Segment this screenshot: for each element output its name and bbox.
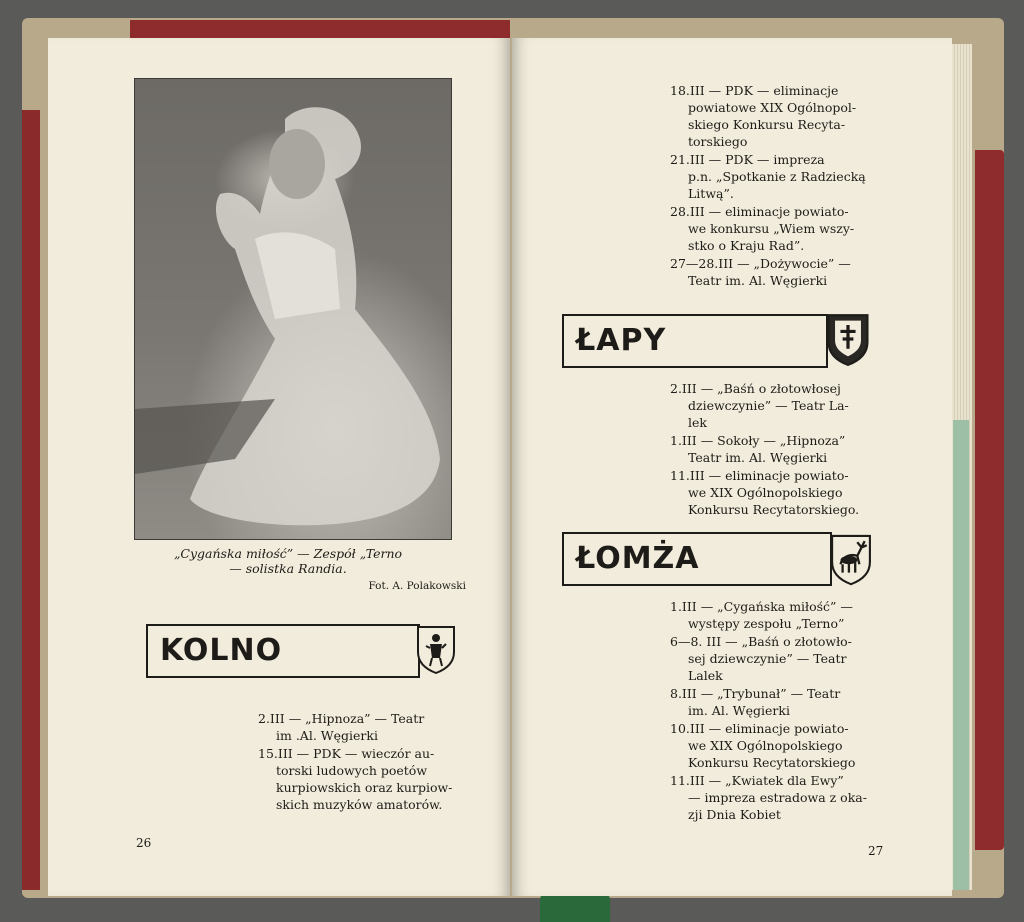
event-entry [670,720,882,771]
event-entry-line: Konkursu Recytatorskiego [688,755,856,770]
event-entry-line: 11.III — „Kwiatek dla Ewy” [670,773,844,788]
town-name: KOLNO [160,633,283,668]
event-entry-line: 1.III — „Cygańska miłość” — [670,599,853,614]
page-number-left: 26 [136,836,152,850]
event-entry-line: zji Dnia Kobiet [688,807,781,822]
photo-credit: Fot. A. Polakowski [368,580,466,592]
event-entry-line: Konkursu Recytatorskiego. [688,502,860,517]
event-entry-line: występy zespołu „Terno” [688,616,845,631]
town-name: ŁAPY [576,323,667,358]
photo-caption-line1: „Cygańska miłość” — Zespół „Terno [173,546,403,561]
photo-caption [138,546,438,576]
event-entry-line: torskiego [688,134,748,149]
town-heading-lomza [562,532,832,586]
top-events [670,82,878,290]
event-entry-line: skich muzyków amatorów. [276,797,443,812]
event-entry-line: stko o Kraju Rad”. [688,238,805,253]
event-entry-line: Teatr im. Al. Węgierki [688,450,828,465]
event-entry-line: 2.III — „Baśń o złotowłosej [670,381,841,396]
event-entry-line: im. Al. Węgierki [688,703,790,718]
event-entry-line: Lalek [688,668,723,683]
event-entry [670,633,882,684]
event-entry [670,685,882,719]
event-entry-line: 1.III — Sokoły — „Hipnoza” [670,433,846,448]
right-page [512,38,952,896]
lomza-events [670,598,882,824]
event-entry-line: — impreza estradowa z oka- [688,790,867,805]
event-entry-line: 6—8. III — „Baśń o złotowło- [670,634,852,649]
kolno-events [258,710,466,814]
event-entry-line: sej dziewczynie” — Teatr [688,651,847,666]
dancer-figure [135,79,451,539]
event-entry [670,82,878,150]
kolno-crest-icon [416,624,456,674]
event-entry-line: skiego Konkursu Recyta- [688,117,846,132]
event-entry [670,151,878,202]
event-entry-line: p.n. „Spotkanie z Radziecką [688,169,866,184]
event-entry-line: 27—28.III — „Dożywocie” — [670,256,851,271]
event-entry-line: dziewczynie” — Teatr La- [688,398,849,413]
cover-binding-left [22,110,40,890]
event-entry [670,203,878,254]
event-entry-line: lek [688,415,707,430]
event-entry-line: 15.III — PDK — wieczór au- [258,746,435,761]
lomza-crest-icon [830,532,872,586]
left-page [48,38,510,896]
town-heading-lapy [562,314,828,368]
lapy-events [670,380,878,519]
event-entry-line: 8.III — „Trybunał” — Teatr [670,686,841,701]
event-entry-line: torski ludowych poetów [276,763,428,778]
event-entry-line: 2.III — „Hipnoza” — Teatr [258,711,425,726]
event-entry [670,598,882,632]
cover-binding-right [975,150,1004,850]
event-entry-line: im .Al. Węgierki [276,728,378,743]
dancer-photo [134,78,452,540]
page-number-right: 27 [868,844,884,858]
event-entry-line: we XIX Ogólnopolskiego [688,485,843,500]
event-entry [670,467,878,518]
event-entry [258,710,466,744]
event-entry-line: 10.III — eliminacje powiato- [670,721,849,736]
event-entry-line: we konkursu „Wiem wszy- [688,221,855,236]
event-entry-line: kurpiowskich oraz kurpiow- [276,780,453,795]
event-entry [670,255,878,289]
photo-caption-line2: — solistka Randia. [229,561,347,576]
event-entry [670,380,878,431]
town-name: ŁOMŻA [576,541,700,576]
town-heading-kolno [146,624,420,678]
event-entry-line: Litwą”. [688,186,734,201]
event-entry [258,745,466,813]
event-entry-line: we XIX Ogólnopolskiego [688,738,843,753]
event-entry-line: 21.III — PDK — impreza [670,152,825,167]
bookmark-tab [953,420,969,890]
event-entry [670,772,882,823]
lapy-crest-icon [826,312,870,366]
event-entry-line: Teatr im. Al. Węgierki [688,273,828,288]
event-entry-line: powiatowe XIX Ogólnopol- [688,100,857,115]
cover-binding-top [130,20,510,40]
event-entry-line: 11.III — eliminacje powiato- [670,468,849,483]
event-entry-line: 28.III — eliminacje powiato- [670,204,849,219]
event-entry-line: 18.III — PDK — eliminacje [670,83,839,98]
bookmark-ribbon [540,892,610,922]
event-entry [670,432,878,466]
